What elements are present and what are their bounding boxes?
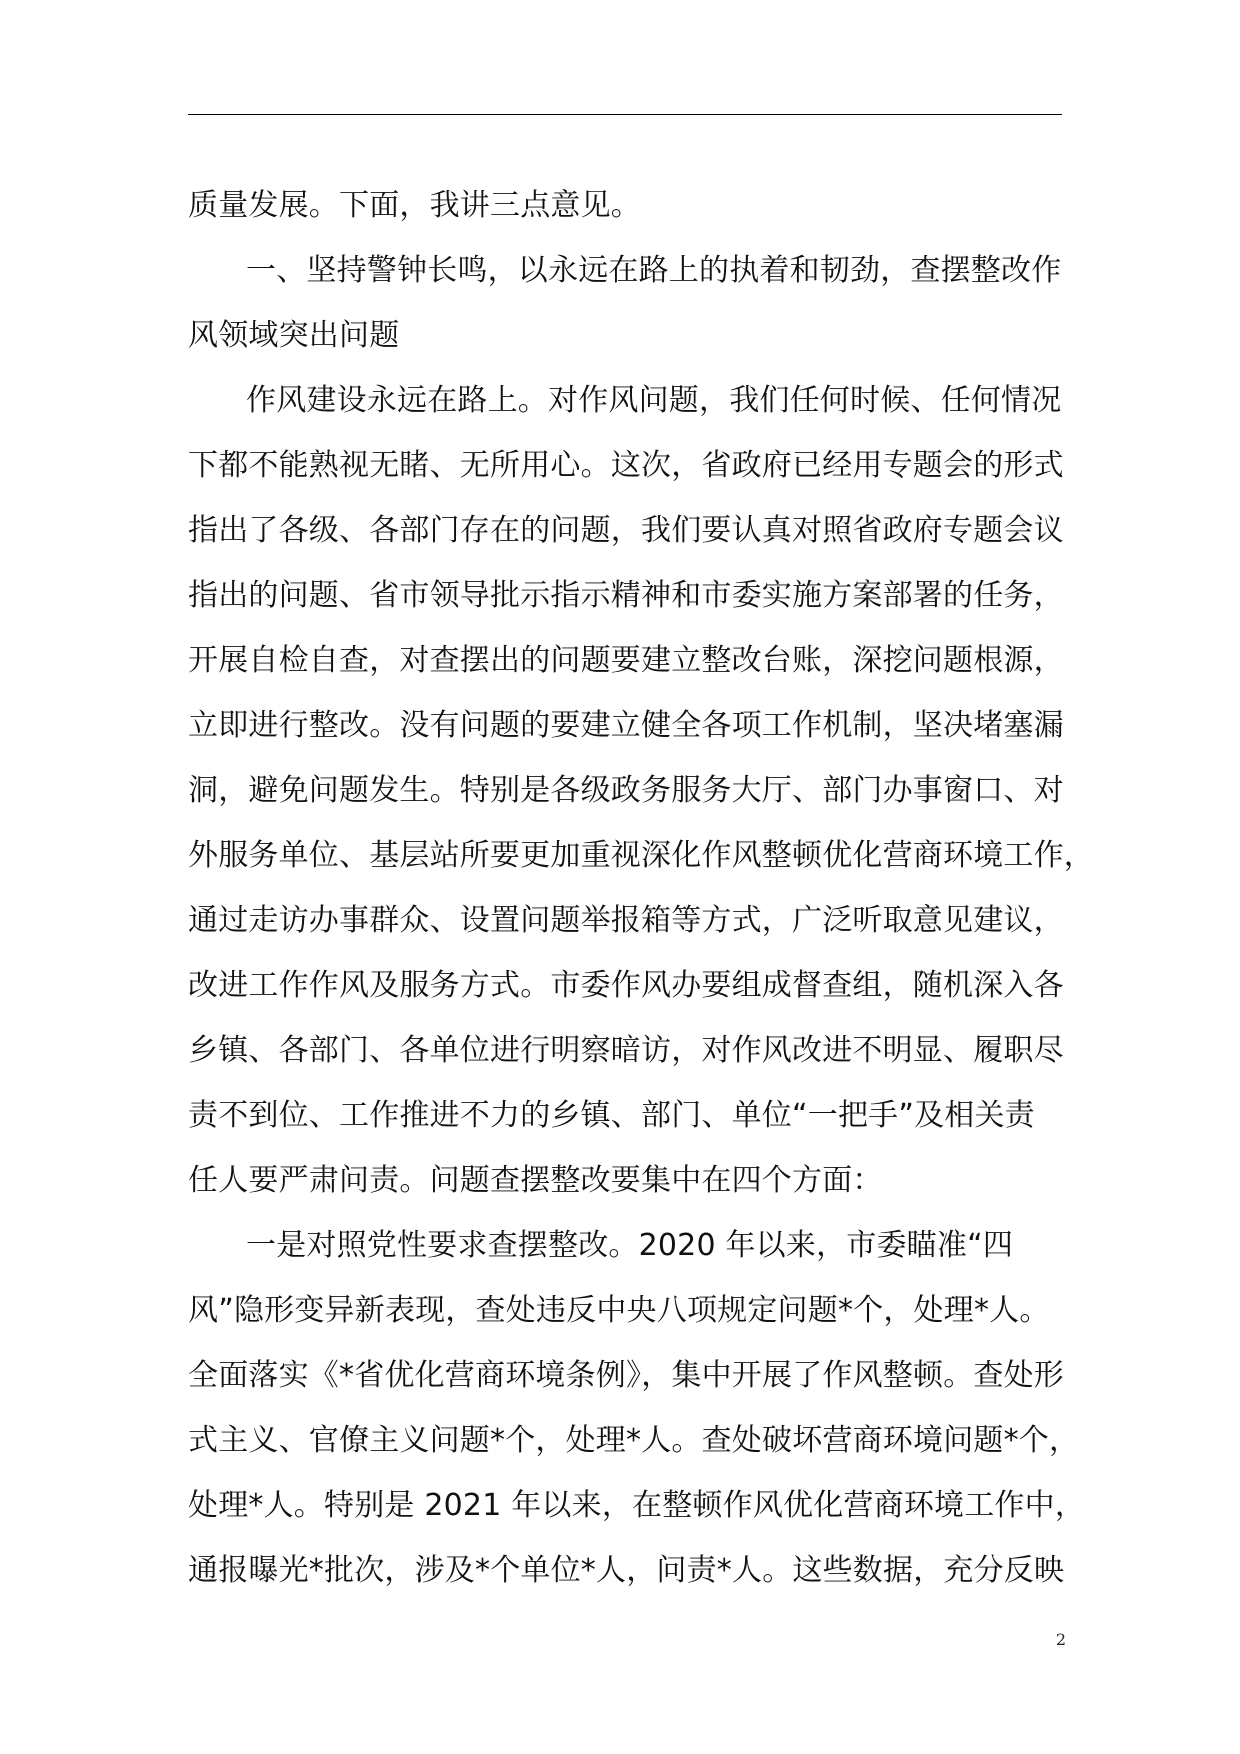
text-line: 立即进行整改。没有问题的要建立健全各项工作机制，坚决堵塞漏 <box>188 708 1064 743</box>
document-body <box>188 173 1094 1603</box>
header-rule <box>188 114 1062 115</box>
text-line: 处理*人。特别是 2021 年以来，在整顿作风优化营商环境工作中， <box>188 1488 1086 1523</box>
section-heading-line: 风领域突出问题 <box>188 318 400 353</box>
text-line: 开展自检自查，对查摆出的问题要建立整改台账，深挖问题根源， <box>188 643 1064 678</box>
text-line: 作风建设永远在路上。对作风问题，我们任何时候、任何情况 <box>246 383 1062 418</box>
text-line: 通报曝光*批次，涉及*个单位*人，问责*人。这些数据，充分反映 <box>188 1553 1065 1588</box>
text-line: 改进工作作风及服务方式。市委作风办要组成督查组，随机深入各 <box>188 968 1064 1003</box>
text-line: 洞，避免问题发生。特别是各级政务服务大厅、部门办事窗口、对 <box>188 773 1064 808</box>
text-line: 下都不能熟视无睹、无所用心。这次，省政府已经用专题会的形式 <box>188 448 1064 483</box>
text-line: 风”隐形变异新表现，查处违反中央八项规定问题*个，处理*人。 <box>188 1293 1050 1328</box>
text-line: 任人要严肃问责。问题查摆整改要集中在四个方面： <box>188 1163 883 1198</box>
text-line: 质量发展。下面，我讲三点意见。 <box>188 188 641 223</box>
text-line: 通过走访办事群众、设置问题举报箱等方式，广泛听取意见建议， <box>188 903 1064 938</box>
text-line: 一是对照党性要求查摆整改。2020 年以来，市委瞄准“四 <box>246 1228 1014 1263</box>
text-line: 式主义、官僚主义问题*个，处理*人。查处破坏营商环境问题*个， <box>188 1423 1080 1458</box>
section-heading-line: 一、坚持警钟长鸣，以永远在路上的执着和韧劲，查摆整改作 <box>246 253 1062 288</box>
text-line: 指出了各级、各部门存在的问题，我们要认真对照省政府专题会议 <box>188 513 1064 548</box>
text-line: 全面落实《*省优化营商环境条例》，集中开展了作风整顿。查处形 <box>188 1358 1064 1393</box>
text-line: 责不到位、工作推进不力的乡镇、部门、单位“一把手”及相关责 <box>188 1098 1035 1133</box>
text-line: 外服务单位、基层站所要更加重视深化作风整顿优化营商环境工作， <box>188 838 1094 873</box>
text-line: 乡镇、各部门、各单位进行明察暗访，对作风改进不明显、履职尽 <box>188 1033 1064 1068</box>
text-line: 指出的问题、省市领导批示指示精神和市委实施方案部署的任务， <box>188 578 1064 613</box>
page-number: 2 <box>1055 1630 1066 1649</box>
